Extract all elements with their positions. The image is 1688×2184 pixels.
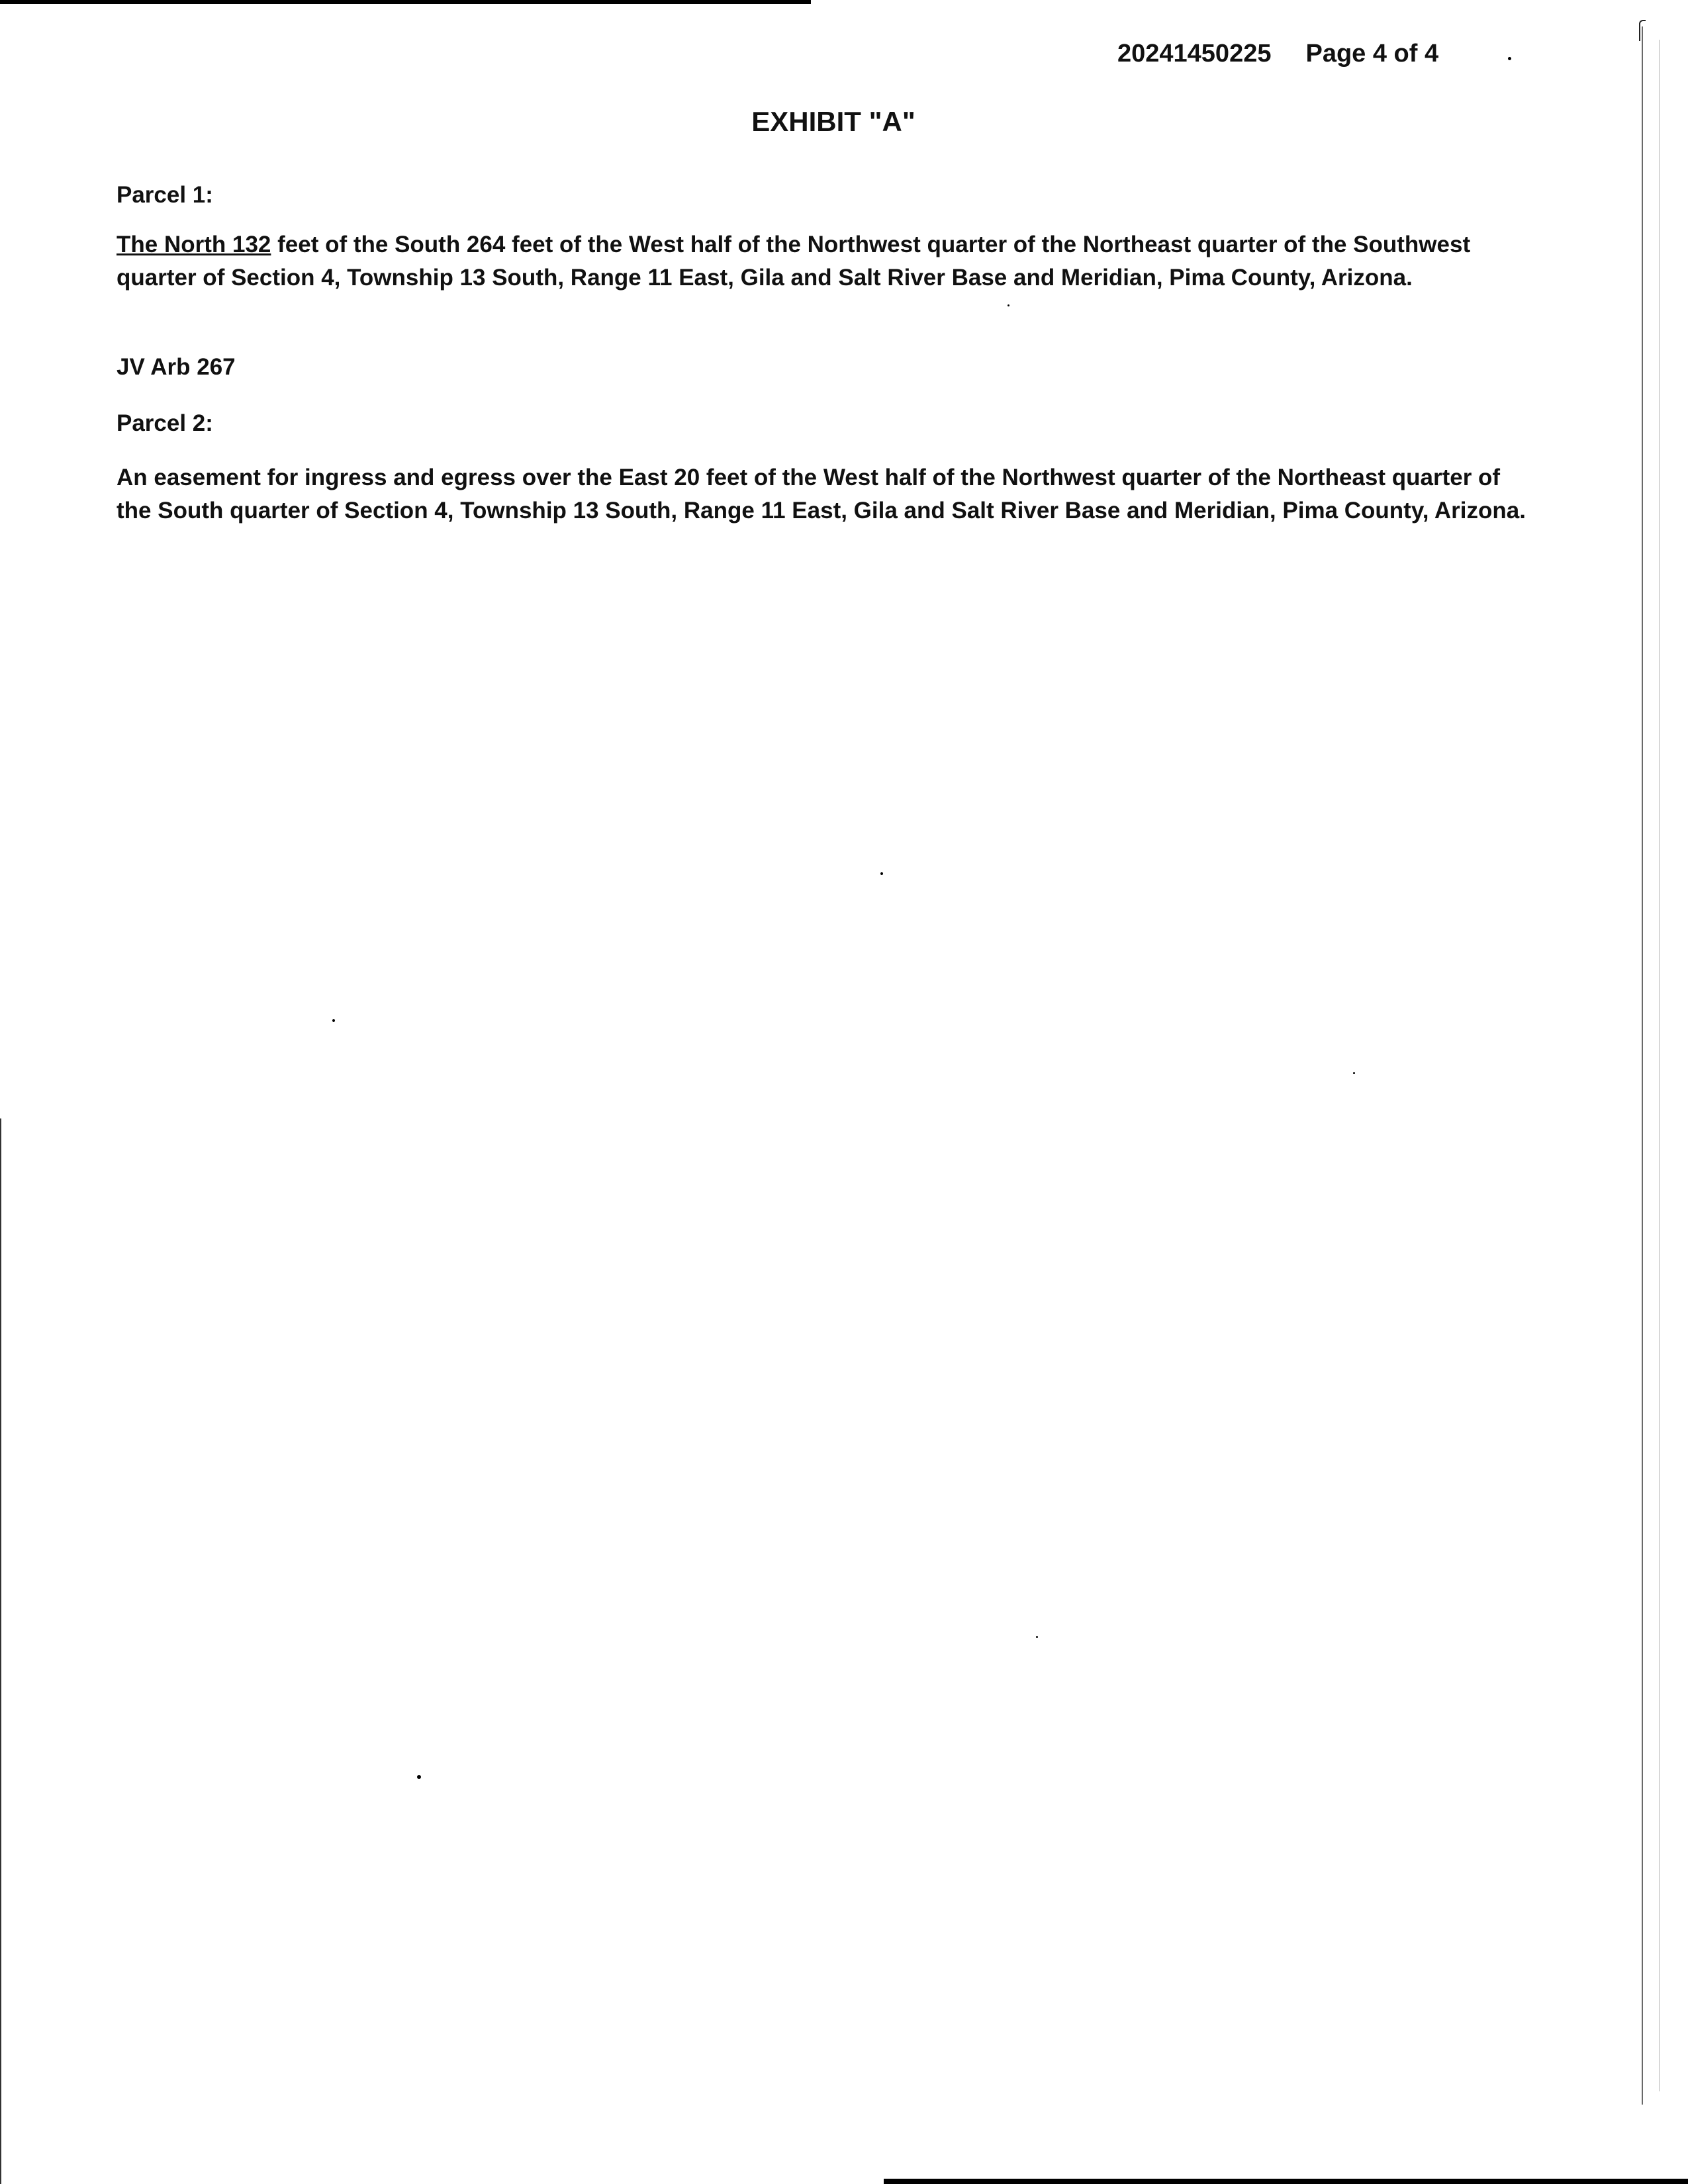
parcel-1-text: feet of the South 264 feet of the West half of the Northwest quarter of the Northeast quarter of the Southwest quarter of Section 4, Township 13 South, Range 11 East, Gila and Salt River Base and Meridian, Pima County, Arizona. [117,232,1471,291]
parcel-1-heading: Parcel 1: [117,182,213,208]
parcel-2-description: An easement for ingress and egress over the East 20 feet of the West half of the Northwest quarter of the Northeast quarter of the South quarter of Section 4, Township 13 South, Range 11 East, Gila and Salt River Base and Meridian, Pima County, Arizona. [117,465,1526,523]
scan-edge-top [0,0,811,4]
parcel-2-heading: Parcel 2: [117,410,213,436]
parcel-1-underlined-text: The North 132 [117,232,271,257]
scan-edge-right [1642,26,1643,2105]
scan-speck [417,1775,421,1779]
scan-edge-bottom [884,2179,1688,2184]
exhibit-title: EXHIBIT "A" [751,106,915,137]
recording-reference [1117,40,1438,68]
scan-edge-left [0,1118,1,2184]
scan-speck [332,1019,335,1022]
reference-code: JV Arb 267 [117,354,236,380]
scan-speck [1353,1072,1355,1074]
scan-speck [1036,1636,1038,1638]
scan-speck [1508,57,1511,60]
page-number: Page 4 of 4 [1305,40,1439,68]
document-number: 20241450225 [1117,40,1272,68]
scan-speck [1008,304,1009,306]
scan-edge-right-inner [1659,40,1660,2091]
parcel-1-description [117,228,1540,295]
scan-speck [880,872,883,875]
